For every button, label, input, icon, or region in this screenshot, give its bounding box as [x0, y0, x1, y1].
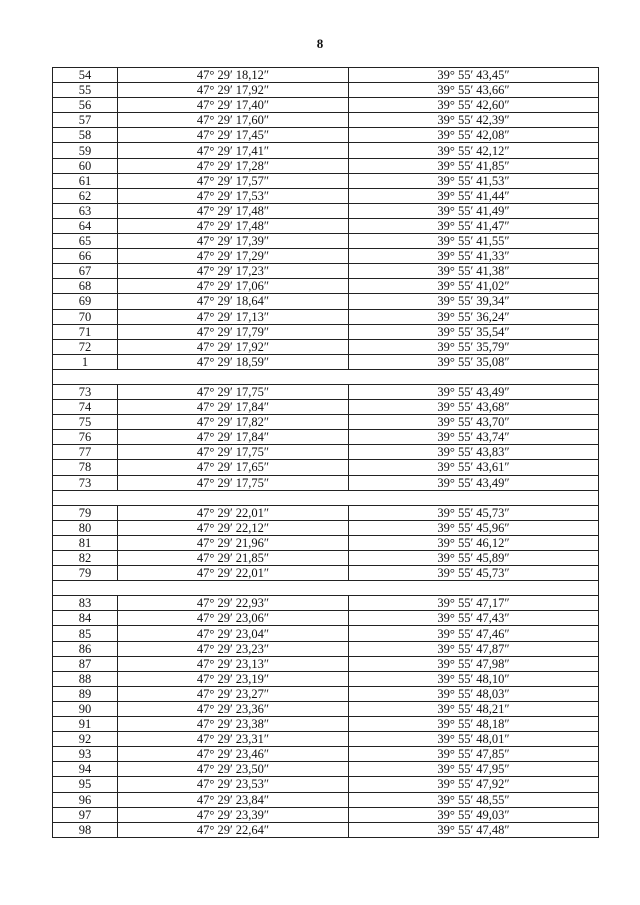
point-number-cell: 79 [53, 505, 118, 520]
latitude-cell: 47° 29′ 22,12″ [118, 520, 349, 535]
latitude-cell: 47° 29′ 17,45″ [118, 128, 349, 143]
latitude-cell: 47° 29′ 17,29″ [118, 249, 349, 264]
latitude-cell: 47° 29′ 22,93″ [118, 596, 349, 611]
latitude-cell: 47° 29′ 23,36″ [118, 701, 349, 716]
latitude-cell: 47° 29′ 17,28″ [118, 158, 349, 173]
table-row [53, 158, 599, 173]
point-number-cell: 91 [53, 717, 118, 732]
point-number-cell: 73 [53, 475, 118, 490]
longitude-cell: 39° 55′ 41,85″ [349, 158, 599, 173]
point-number-cell: 81 [53, 535, 118, 550]
longitude-cell: 39° 55′ 45,73″ [349, 566, 599, 581]
table-row [53, 203, 599, 218]
table-row [53, 445, 599, 460]
longitude-cell: 39° 55′ 47,92″ [349, 777, 599, 792]
table-row [53, 279, 599, 294]
latitude-cell: 47° 29′ 17,53″ [118, 188, 349, 203]
coordinates-table-body [53, 68, 599, 838]
longitude-cell: 39° 55′ 47,87″ [349, 641, 599, 656]
table-row [53, 113, 599, 128]
latitude-cell: 47° 29′ 17,57″ [118, 173, 349, 188]
table-row [53, 656, 599, 671]
latitude-cell: 47° 29′ 22,01″ [118, 505, 349, 520]
latitude-cell: 47° 29′ 22,01″ [118, 566, 349, 581]
point-number-cell: 78 [53, 460, 118, 475]
longitude-cell: 39° 55′ 43,49″ [349, 475, 599, 490]
table-row [53, 822, 599, 837]
table-row [53, 128, 599, 143]
latitude-cell: 47° 29′ 17,84″ [118, 400, 349, 415]
point-number-cell: 62 [53, 188, 118, 203]
latitude-cell: 47° 29′ 17,48″ [118, 218, 349, 233]
table-row [53, 671, 599, 686]
point-number-cell: 72 [53, 339, 118, 354]
table-row [53, 173, 599, 188]
table-row [53, 354, 599, 369]
longitude-cell: 39° 55′ 47,95″ [349, 762, 599, 777]
point-number-cell: 60 [53, 158, 118, 173]
longitude-cell: 39° 55′ 47,48″ [349, 822, 599, 837]
table-row [53, 626, 599, 641]
latitude-cell: 47° 29′ 21,96″ [118, 535, 349, 550]
point-number-cell: 61 [53, 173, 118, 188]
table-row [53, 611, 599, 626]
point-number-cell: 64 [53, 218, 118, 233]
longitude-cell: 39° 55′ 41,33″ [349, 249, 599, 264]
longitude-cell: 39° 55′ 46,12″ [349, 535, 599, 550]
latitude-cell: 47° 29′ 23,46″ [118, 747, 349, 762]
latitude-cell: 47° 29′ 17,82″ [118, 415, 349, 430]
table-row [53, 551, 599, 566]
longitude-cell: 39° 55′ 43,83″ [349, 445, 599, 460]
table-row [53, 475, 599, 490]
point-number-cell: 1 [53, 354, 118, 369]
point-number-cell: 89 [53, 686, 118, 701]
latitude-cell: 47° 29′ 23,38″ [118, 717, 349, 732]
table-row [53, 415, 599, 430]
point-number-cell: 71 [53, 324, 118, 339]
point-number-cell: 77 [53, 445, 118, 460]
point-number-cell: 87 [53, 656, 118, 671]
table-row [53, 218, 599, 233]
group-separator-cell [53, 490, 599, 505]
table-row [53, 505, 599, 520]
longitude-cell: 39° 55′ 43,49″ [349, 384, 599, 399]
point-number-cell: 92 [53, 732, 118, 747]
latitude-cell: 47° 29′ 23,39″ [118, 807, 349, 822]
point-number-cell: 85 [53, 626, 118, 641]
page-number: 8 [316, 36, 324, 51]
group-separator-cell [53, 369, 599, 384]
latitude-cell: 47° 29′ 23,27″ [118, 686, 349, 701]
point-number-cell: 55 [53, 83, 118, 98]
longitude-cell: 39° 55′ 43,61″ [349, 460, 599, 475]
latitude-cell: 47° 29′ 17,13″ [118, 309, 349, 324]
latitude-cell: 47° 29′ 23,04″ [118, 626, 349, 641]
table-row [53, 143, 599, 158]
point-number-cell: 82 [53, 551, 118, 566]
table-row [53, 339, 599, 354]
point-number-cell: 80 [53, 520, 118, 535]
group-separator-row [53, 369, 599, 384]
longitude-cell: 39° 55′ 41,02″ [349, 279, 599, 294]
longitude-cell: 39° 55′ 41,47″ [349, 218, 599, 233]
table-row [53, 686, 599, 701]
longitude-cell: 39° 55′ 47,85″ [349, 747, 599, 762]
longitude-cell: 39° 55′ 35,08″ [349, 354, 599, 369]
table-row [53, 309, 599, 324]
point-number-cell: 93 [53, 747, 118, 762]
point-number-cell: 75 [53, 415, 118, 430]
table-row [53, 747, 599, 762]
table-row [53, 68, 599, 83]
point-number-cell: 67 [53, 264, 118, 279]
longitude-cell: 39° 55′ 41,55″ [349, 234, 599, 249]
longitude-cell: 39° 55′ 49,03″ [349, 807, 599, 822]
longitude-cell: 39° 55′ 45,96″ [349, 520, 599, 535]
longitude-cell: 39° 55′ 48,18″ [349, 717, 599, 732]
latitude-cell: 47° 29′ 23,19″ [118, 671, 349, 686]
latitude-cell: 47° 29′ 17,39″ [118, 234, 349, 249]
longitude-cell: 39° 55′ 47,43″ [349, 611, 599, 626]
point-number-cell: 69 [53, 294, 118, 309]
point-number-cell: 54 [53, 68, 118, 83]
latitude-cell: 47° 29′ 18,59″ [118, 354, 349, 369]
latitude-cell: 47° 29′ 23,50″ [118, 762, 349, 777]
latitude-cell: 47° 29′ 17,65″ [118, 460, 349, 475]
point-number-cell: 97 [53, 807, 118, 822]
table-row [53, 294, 599, 309]
latitude-cell: 47° 29′ 17,75″ [118, 445, 349, 460]
longitude-cell: 39° 55′ 48,55″ [349, 792, 599, 807]
coordinates-table [52, 67, 599, 838]
point-number-cell: 76 [53, 430, 118, 445]
table-row [53, 762, 599, 777]
latitude-cell: 47° 29′ 17,41″ [118, 143, 349, 158]
table-row [53, 400, 599, 415]
latitude-cell: 47° 29′ 23,23″ [118, 641, 349, 656]
point-number-cell: 68 [53, 279, 118, 294]
latitude-cell: 47° 29′ 17,23″ [118, 264, 349, 279]
point-number-cell: 95 [53, 777, 118, 792]
table-row [53, 264, 599, 279]
table-row [53, 732, 599, 747]
point-number-cell: 96 [53, 792, 118, 807]
longitude-cell: 39° 55′ 45,89″ [349, 551, 599, 566]
longitude-cell: 39° 55′ 43,68″ [349, 400, 599, 415]
latitude-cell: 47° 29′ 22,64″ [118, 822, 349, 837]
longitude-cell: 39° 55′ 47,46″ [349, 626, 599, 641]
table-row [53, 566, 599, 581]
latitude-cell: 47° 29′ 23,06″ [118, 611, 349, 626]
point-number-cell: 59 [53, 143, 118, 158]
table-row [53, 535, 599, 550]
longitude-cell: 39° 55′ 42,12″ [349, 143, 599, 158]
point-number-cell: 57 [53, 113, 118, 128]
point-number-cell: 86 [53, 641, 118, 656]
table-row [53, 596, 599, 611]
table-row [53, 520, 599, 535]
latitude-cell: 47° 29′ 17,75″ [118, 475, 349, 490]
group-separator-row [53, 581, 599, 596]
point-number-cell: 73 [53, 384, 118, 399]
longitude-cell: 39° 55′ 43,70″ [349, 415, 599, 430]
table-row [53, 324, 599, 339]
point-number-cell: 65 [53, 234, 118, 249]
latitude-cell: 47° 29′ 17,60″ [118, 113, 349, 128]
table-row [53, 234, 599, 249]
point-number-cell: 90 [53, 701, 118, 716]
table-row [53, 188, 599, 203]
longitude-cell: 39° 55′ 48,10″ [349, 671, 599, 686]
table-row [53, 701, 599, 716]
table-row [53, 83, 599, 98]
group-separator-row [53, 490, 599, 505]
longitude-cell: 39° 55′ 48,21″ [349, 701, 599, 716]
point-number-cell: 98 [53, 822, 118, 837]
table-row [53, 777, 599, 792]
latitude-cell: 47° 29′ 18,12″ [118, 68, 349, 83]
longitude-cell: 39° 55′ 43,74″ [349, 430, 599, 445]
latitude-cell: 47° 29′ 17,92″ [118, 83, 349, 98]
longitude-cell: 39° 55′ 41,38″ [349, 264, 599, 279]
table-row [53, 641, 599, 656]
table-row [53, 384, 599, 399]
longitude-cell: 39° 55′ 43,45″ [349, 68, 599, 83]
longitude-cell: 39° 55′ 41,44″ [349, 188, 599, 203]
point-number-cell: 74 [53, 400, 118, 415]
latitude-cell: 47° 29′ 17,06″ [118, 279, 349, 294]
point-number-cell: 56 [53, 98, 118, 113]
table-row [53, 792, 599, 807]
latitude-cell: 47° 29′ 23,13″ [118, 656, 349, 671]
longitude-cell: 39° 55′ 48,01″ [349, 732, 599, 747]
point-number-cell: 79 [53, 566, 118, 581]
point-number-cell: 66 [53, 249, 118, 264]
latitude-cell: 47° 29′ 21,85″ [118, 551, 349, 566]
group-separator-cell [53, 581, 599, 596]
latitude-cell: 47° 29′ 23,31″ [118, 732, 349, 747]
table-row [53, 807, 599, 822]
latitude-cell: 47° 29′ 17,79″ [118, 324, 349, 339]
longitude-cell: 39° 55′ 45,73″ [349, 505, 599, 520]
point-number-cell: 94 [53, 762, 118, 777]
latitude-cell: 47° 29′ 23,53″ [118, 777, 349, 792]
table-row [53, 717, 599, 732]
point-number-cell: 83 [53, 596, 118, 611]
longitude-cell: 39° 55′ 42,60″ [349, 98, 599, 113]
longitude-cell: 39° 55′ 47,98″ [349, 656, 599, 671]
longitude-cell: 39° 55′ 48,03″ [349, 686, 599, 701]
longitude-cell: 39° 55′ 35,54″ [349, 324, 599, 339]
longitude-cell: 39° 55′ 39,34″ [349, 294, 599, 309]
latitude-cell: 47° 29′ 17,92″ [118, 339, 349, 354]
latitude-cell: 47° 29′ 17,84″ [118, 430, 349, 445]
point-number-cell: 88 [53, 671, 118, 686]
point-number-cell: 58 [53, 128, 118, 143]
point-number-cell: 70 [53, 309, 118, 324]
longitude-cell: 39° 55′ 42,39″ [349, 113, 599, 128]
longitude-cell: 39° 55′ 36,24″ [349, 309, 599, 324]
longitude-cell: 39° 55′ 35,79″ [349, 339, 599, 354]
longitude-cell: 39° 55′ 41,49″ [349, 203, 599, 218]
table-row [53, 249, 599, 264]
longitude-cell: 39° 55′ 42,08″ [349, 128, 599, 143]
latitude-cell: 47° 29′ 17,75″ [118, 384, 349, 399]
longitude-cell: 39° 55′ 41,53″ [349, 173, 599, 188]
latitude-cell: 47° 29′ 17,48″ [118, 203, 349, 218]
point-number-cell: 84 [53, 611, 118, 626]
point-number-cell: 63 [53, 203, 118, 218]
table-row [53, 460, 599, 475]
latitude-cell: 47° 29′ 23,84″ [118, 792, 349, 807]
longitude-cell: 39° 55′ 47,17″ [349, 596, 599, 611]
latitude-cell: 47° 29′ 17,40″ [118, 98, 349, 113]
latitude-cell: 47° 29′ 18,64″ [118, 294, 349, 309]
table-row [53, 98, 599, 113]
longitude-cell: 39° 55′ 43,66″ [349, 83, 599, 98]
table-row [53, 430, 599, 445]
